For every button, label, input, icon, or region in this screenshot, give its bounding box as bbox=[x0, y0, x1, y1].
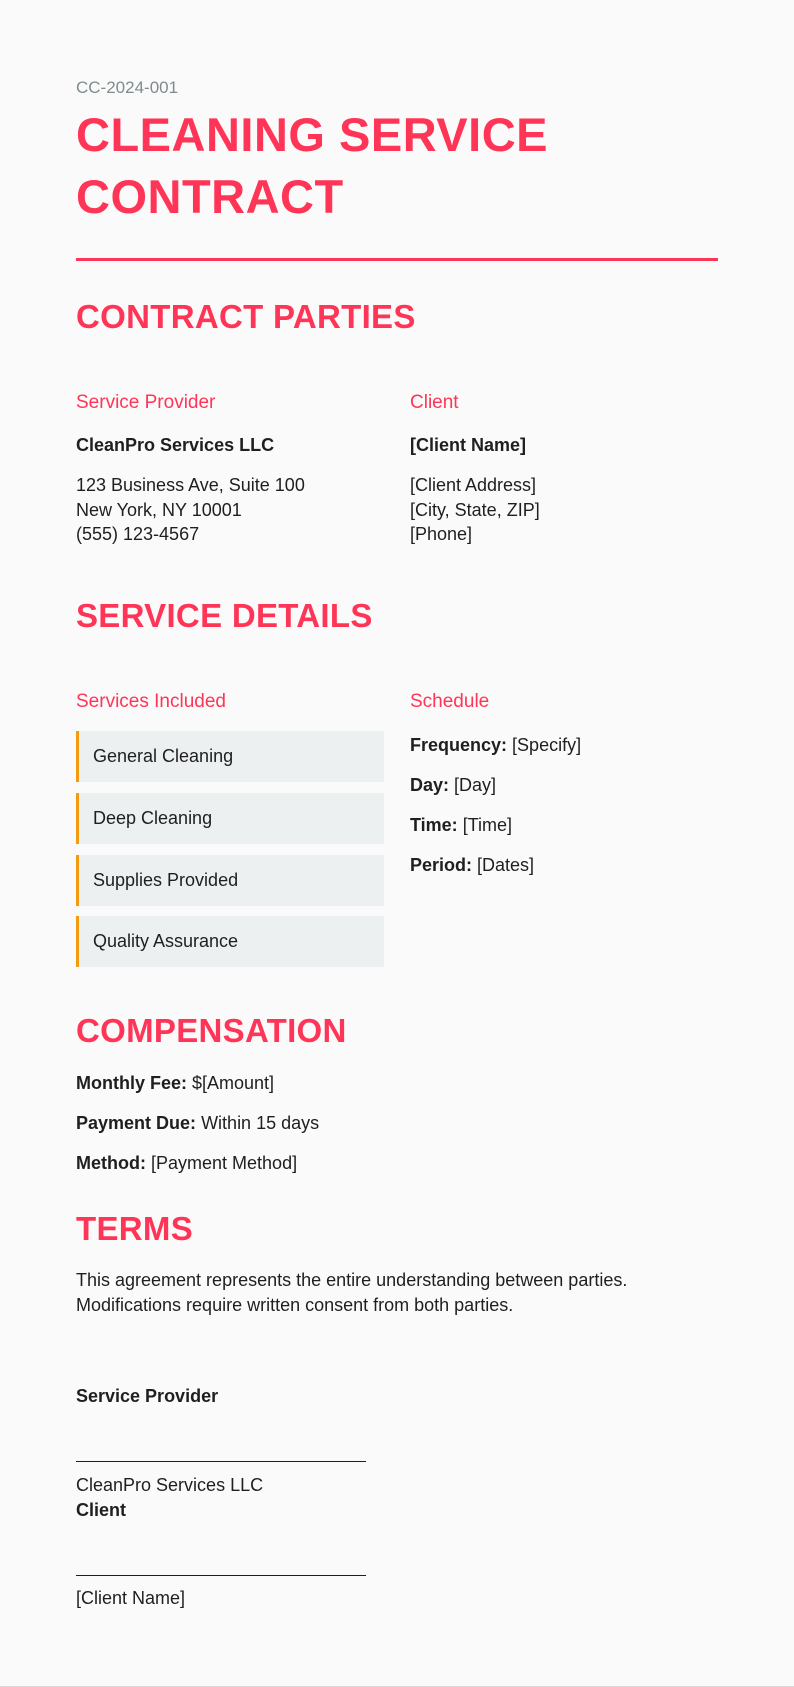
compensation-key: Monthly Fee: bbox=[76, 1073, 187, 1093]
schedule-label: Schedule bbox=[410, 691, 490, 712]
client-name: [Client Name] bbox=[410, 435, 527, 455]
schedule-frequency bbox=[410, 733, 581, 758]
compensation-payment-due bbox=[76, 1111, 319, 1136]
services-label: Services Included bbox=[76, 691, 226, 712]
compensation-monthly-fee bbox=[76, 1071, 274, 1096]
schedule-value: [Day] bbox=[454, 775, 497, 795]
compensation-key: Method: bbox=[76, 1153, 146, 1173]
compensation-value: [Payment Method] bbox=[151, 1153, 298, 1173]
client-city: [City, State, ZIP] bbox=[410, 499, 540, 520]
schedule-key: Frequency: bbox=[410, 735, 508, 755]
schedule-value: [Time] bbox=[462, 815, 513, 835]
contract-reference: CC-2024-001 bbox=[76, 78, 179, 97]
provider-phone: (555) 123-4567 bbox=[76, 524, 200, 544]
client-address: [Client Address] bbox=[410, 475, 537, 495]
compensation-value: Within 15 days bbox=[201, 1113, 320, 1133]
compensation-method bbox=[76, 1151, 297, 1176]
page-title: CLEANING SERVICE CONTRACT bbox=[76, 108, 548, 223]
schedule-value: [Specify] bbox=[512, 735, 582, 755]
provider-signature-line bbox=[76, 1461, 366, 1462]
terms-text: This agreement represents the entire understanding between parties. Modifications require written consent from both parties. bbox=[76, 1270, 628, 1315]
provider-signature-label: Service Provider bbox=[76, 1386, 219, 1406]
terms-heading: TERMS bbox=[76, 1210, 193, 1247]
title-divider bbox=[76, 258, 718, 261]
provider-name: CleanPro Services LLC bbox=[76, 435, 275, 455]
schedule-period bbox=[410, 853, 534, 878]
service-details-heading: SERVICE DETAILS bbox=[76, 597, 373, 634]
schedule-time bbox=[410, 813, 512, 838]
provider-signature-name: CleanPro Services LLC bbox=[76, 1475, 264, 1495]
schedule-key: Period: bbox=[410, 855, 473, 875]
service-item: Supplies Provided bbox=[76, 855, 384, 906]
compensation-key: Payment Due: bbox=[76, 1113, 197, 1133]
schedule-key: Time: bbox=[410, 815, 458, 835]
compensation-heading: COMPENSATION bbox=[76, 1012, 347, 1049]
service-item: Quality Assurance bbox=[76, 916, 384, 967]
schedule-value: [Dates] bbox=[477, 855, 535, 875]
client-signature-line bbox=[76, 1575, 366, 1576]
client-signature-name: [Client Name] bbox=[76, 1588, 186, 1608]
service-item: General Cleaning bbox=[76, 731, 384, 782]
service-item: Deep Cleaning bbox=[76, 793, 384, 844]
client-label: Client bbox=[410, 392, 459, 413]
provider-label: Service Provider bbox=[76, 392, 216, 413]
provider-city: New York, NY 10001 bbox=[76, 499, 242, 520]
client-phone: [Phone] bbox=[410, 524, 473, 544]
schedule-day bbox=[410, 773, 496, 798]
parties-heading: CONTRACT PARTIES bbox=[76, 298, 416, 335]
compensation-value: $[Amount] bbox=[192, 1073, 275, 1093]
schedule-key: Day: bbox=[410, 775, 450, 795]
client-signature-label: Client bbox=[76, 1499, 127, 1520]
provider-address: 123 Business Ave, Suite 100 bbox=[76, 475, 305, 495]
